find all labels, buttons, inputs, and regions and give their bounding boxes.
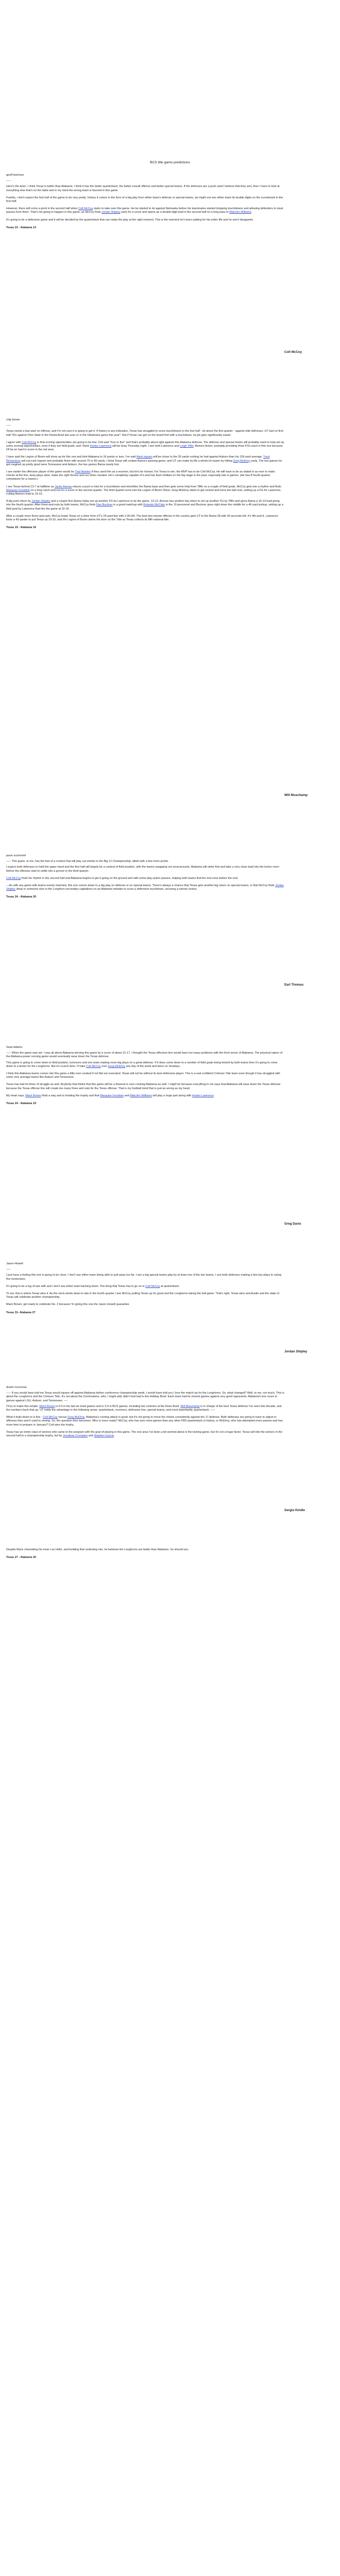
prediction-section (6, 418, 284, 533)
paragraph: Texas has had its times of struggle as well. Anybody that thinks that this game will be a blowout is over-cooking Alabama as well. I might be because everything in me says that Alabama will wear down the Texas defense because the Texas offense line will create too many three and outs for the Texas offense. That is my football mind that is just as wrong as my heart. (6, 1083, 281, 1090)
person-link-will-muschamp[interactable]: Will Muschamp (180, 1404, 200, 1408)
paragraph: Here's the deal-- I think Texas is better than Alabama. I think it has the better quarterback, the better overall offense and better special teams. If the defenses are a push (and I believe that they are), then I have to look at everything else that's on the table and in my mind the wrong team is favored in this game. (6, 185, 280, 192)
player-link-rolando-mcclain[interactable]: Rolando McClain (143, 503, 165, 507)
player-link-colt-mccoy[interactable]: Colt McCoy (43, 1416, 58, 1419)
player-link-dan-buckner[interactable]: Dan Buckner (96, 503, 113, 507)
player-link-stephen-garcia[interactable]: Stephen Garcia (94, 1434, 114, 1438)
player-link-malcolm-williams[interactable]: Malcolm Williams (130, 1094, 152, 1097)
separator: ----- This game, to me, has the feel of a contest that will play out similar to the Big 12 Championship, albeit with a few more points. (6, 860, 169, 863)
photo-caption: Greg Davis (284, 1222, 301, 1226)
separator: ----- If you would have told me Texas would square off against Alabama before conference championship week, I would have told you I love the match-up for the Longhorns. So, what changed? Well, to me, not much. This is about the Longhorns and the Crimson Tide. It's not about the Cornhuskers, who, I might add, didn't look bad in the Holiday Bowl. Each team had its closest games against very good opponents. Alabama's box score in games against LSU, Auburn, and Tennessee. ---- (6, 1392, 284, 1402)
player-photo (284, 757, 336, 791)
page-title: BCS title game predictions (150, 161, 190, 164)
score-prediction: Texas 24 - Alabama 19 (6, 1102, 37, 1106)
author-name: geoff ketchum (6, 174, 24, 177)
score-prediction: Texas 23 - Alabama 13 (6, 226, 37, 229)
player-link-mark-ingram[interactable]: Mark Ingram (136, 455, 152, 459)
player-link-hunter-lawrence[interactable]: Hunter Lawrence (90, 445, 112, 448)
paragraph: This game is going to come down to field position, turnovers and one team making more big plays on a great defense. If it does come down to a number of field goals being kicked by both teams then it's going to come down to a kicker for the Longhorns. But it's crunch time, I'll take Colt McCoy over Greg McElroy any day of the week and twice on Sundays. (6, 1061, 278, 1068)
player-link-javier-arenas[interactable]: Javier Arenas (55, 485, 72, 488)
separator: ----- When the game was set, I was all about Alabama winning this game by a score of about 21-17. I thought the Texas offensive line would have too many problems with the front seven of Alabama. The physical nature of the Alabama power running game would eventually wear down the Texas defense. (6, 1052, 283, 1059)
paragraph: Despite Mack channeling his inner Lou Holtz, and building that underdog role, he believes the Longhorns are better than Alabama. So should you. (6, 1548, 189, 1551)
player-link-colt-mccoy[interactable]: Colt McCoy (78, 207, 93, 211)
player-link-malcolm-williams[interactable]: Malcolm Williams (229, 211, 251, 214)
author-name: Sean Adams (6, 1046, 23, 1049)
author-name: jason suchomel (6, 854, 26, 857)
player-link-jonathan-crompton[interactable]: Jonathan Crompton (62, 1434, 88, 1438)
score-prediction: Texas 19 - Alabama 16 (6, 526, 37, 530)
player-link-trent-richardson[interactable]: Trent Richardson (6, 455, 270, 463)
player-link-leigh-tiffin[interactable]: Leigh Tiffin (180, 445, 194, 448)
paragraph: What it boils down to is this - Colt McCoy versus Greg McElroy. Alabama's running attack is good, but it's not going to move the chains consistently against the 17 defense. Both defenses are going to have to adjust to offenses they aren't used to seeing. So, the question then becomes: Who is more ready? McCoy, who has won more games than any other FBS quarterback in history, or McElroy, who has attempted more passes and has more time to prepare in January? Colt wins the trophy. (6, 1416, 283, 1427)
paragraph: I see earlier the offensive player of the game would be Trial Newton if they used him as a receiver, but let's be honest. For Texas to win, the MVP has to be Colt McCoy. He will have to be as elated in as ever to make checks at the line, keep plays alive, make the right throws and run when needed. He's completely capable of it and has been brilliant on the big stage in the past, especially late in games. (He has 8 fourth-quarter comebacks for a reason.) (6, 470, 275, 481)
paragraph: Texas needs a fast start on offense, and I'm not sure it is going to get it. If history is any indication, Texas has struggled to score touchdowns in the first half - let alone the first quarter - against elite defenses. UT had no first-half TDs against Ohio State in the Fiesta Bowl last year or in the Oklahoma game this year*. But if Texas can get on the board first with a touchdown, its job gets significantly easier. (6, 430, 284, 437)
photo-caption: Earl Thomas (284, 983, 304, 987)
paragraph: However, there will come a point in the second half when Colt McCoy starts to take over this game. He be started to do against Nebraska before his teammates started dropping touchdowns and allowing defenders to steal passes from them. That's not going to happen in this game, as McCoy finds Jordan Shipley early for a score and opens up a double-digit lead in the second half on a long pass to Malcolm Williams. (6, 207, 283, 214)
player-link-trial-newton[interactable]: Trial Newton (75, 470, 91, 474)
paragraph: I expect both defenses to hold the upper hand and the first half will largely be a contest of field position, with the teams swapping out several punts. Alabama will strike first and take a very close lead into the locker room before the offenses start to settle into a groove in the third quarter. (6, 866, 279, 873)
paragraph: Texas has an entire class of seniors who came to the program with the goal of playing in this game. The one area I've been a bit worried about is the kicking game, but it's not a huge factor. Texas will ride the seniors in the second half to a championship trophy, led by Jonathan Crompton and Stephen Garcia. (6, 1430, 283, 1438)
player-link-marquise-goodwin[interactable]: Marquise Goodwin (6, 488, 30, 492)
player-link-greg-mcelroy[interactable]: Greg McElroy (108, 1064, 126, 1068)
paragraph: I agree with Colt McCoy in that scoring opportunities are going to be few. Colt said "four or five" and that's probably about right against this Alabama defense. The defense and special teams will probably need to help set up some scoring opportunities, even if they are field goals, and I think Hunter Lawrence will be busy Thursday night. I see both Lawrence and Leigh Tiffin, Bama's kicker, probably providing three FGs each in this one because it'll be so hard to score in the red area. (6, 440, 284, 452)
paragraph: Mack Brown, get ready to celebrate No. 2 because I'm giving this one the Jason Howell guarantee. (6, 1303, 130, 1307)
paragraph: A big punt return by Jordan Shipley and a couple first downs helps set up another FG by Lawrence to tie the game, 13-13. Arenas has another big return to set up another FG by Tiffin and gives Bama a 16-13 lead going into the fourth quarter. After three-and-outs by both teams, McCoy finds Dan Buckner in a good matchup with Rolando McClain in the 10 personnel and Buckner goes right down the middle for a 40-yard pickup, setting up a field goal by Lawrence that ties the game at 16-16. (6, 500, 283, 511)
closing-section (6, 1548, 284, 1563)
author-name: chip brown (6, 418, 20, 421)
paragraph: I have said the Legion of Boom will show up for this one and limit Alabama to 16 points or less. I've said Mark Ingram will be closer to the 30 yards rushing he had against Auburn than his 118-yard average. Trent Richardson will out-rush Ingram and probably finish with around 75 or 80 yards. I think Texas will contain Bama's passing game, and UT can make its life a whole lot easier by hitting Greg McElroy early. The two games he got roughed up pretty good were Tennessee and Auburn, the two games Bama nearly lost. (6, 455, 282, 466)
photo-caption: Sergio Kindle (284, 1509, 305, 1512)
prediction-section (6, 174, 284, 233)
player-photo (284, 1473, 336, 1507)
person-link-mack-brown[interactable]: Mack Brown (39, 1404, 55, 1408)
paragraph: ---As with any game with teams evenly matched, this one comes down to a big play on defense or on special teams. There's always a chance that Texas gets another big return on special teams, or that McCoy finds Jordan Shipley deep or someone else in the Longhorn secondary capitalizes on an Alabama mistake to score a defensive touchdown, securing a narrow victory. (6, 884, 284, 891)
prediction-section (6, 854, 284, 903)
separator: ----- (6, 1268, 11, 1272)
score-prediction: Texas 24 - Alabama 20 (6, 895, 37, 899)
author-name: dustin mccomas (6, 1386, 27, 1389)
paragraph: I think this Alabama teams comes into this game a little over-cooked if not flat out overrated. Texas will not be without its best defensive player. This is a real confident Crimson Tide team even though it has struggled with some very average teams like Auburn and Tennessee. (6, 1072, 280, 1079)
separator: ----- (6, 179, 11, 183)
player-link-jordan-shipley[interactable]: Jordan Shipley (31, 500, 50, 503)
prediction-section (6, 1046, 284, 1109)
photo-caption: Colt McCoy (284, 350, 302, 354)
paragraph: Colt McCoy finds his rhythm in the second half and Alabama begins to get it going on the ground and with some play-action passes, helping both teams find the end zone before the end. (6, 876, 239, 880)
paragraph: After a couple more three-and-outs, McCoy leads Texas on a drive from UT's 24-yard line with 2:30 left. The best two-minute offense in the country gets UT to the Bama 28 with 30 seconds left. It's 4th-and-4. Lawrence kicks a 43-yarder to put Texas up 19-16, and the Legion of Boom slams the door on the Tide as Texas collects its fifth national title. (6, 514, 278, 522)
paragraph: My heart says, Mack Brown finds a way and is hoisting the trophy and that Marquise Goodwin and Malcolm Williams will play a huge part along with Hunter Lawrence. (6, 1094, 215, 1097)
author-name: Jason Howell (6, 1262, 23, 1265)
paragraph: It's going to be a defensive game and it will be decided by the quarterback that can make the play at the right moment. This is the moment he's been waiting for his entire life and he won't disappoint. (6, 218, 254, 222)
paragraph: I just have a feeling this one is going to be close. I don't see either team being able to pull away too far. I see a big special teams play by at least one of the two teams. I see both defenses making a few key plays to swing the momentum. (6, 1274, 281, 1281)
player-link-colt-mccoy[interactable]: Colt McCoy (21, 440, 37, 444)
prediction-section (6, 1386, 284, 1442)
player-link-mack-brown[interactable]: Mack Brown (25, 1094, 41, 1097)
prediction-section (6, 1262, 284, 1318)
player-link-jordan-shipley[interactable]: Jordan Shipley (6, 884, 284, 891)
paragraph: I'll try to make this simple. Mack Brown is 6-0 in his last six bowl games and is 3-0 in BCS games, including two victories at the Rose Bowl. Will Muschamp is in charge of the best Texas defense I've seen this decade, and the numbers back that up. UT holds the advantage in the following areas: quarterback, receivers, defensive line, special teams, and most importantly, quarterback. ----- (6, 1404, 282, 1412)
player-link-hunter-lawrence[interactable]: Hunter Lawrence (192, 1094, 214, 1097)
player-link-colt-mccoy[interactable]: Colt McCoy (145, 1284, 160, 1288)
player-link-marquise-goodwin[interactable]: Marquise Goodwin (100, 1094, 124, 1097)
score-prediction: Texas 27 - Alabama 20 (6, 1556, 37, 1560)
paragraph: It's going to be a tug of war with and I don't see either team backing down. The thing that Texas has to go on is Colt McCoy at quarterback. (6, 1284, 180, 1288)
player-link-colt-mccoy[interactable]: Colt McCoy (6, 876, 21, 880)
paragraph: I see Texas behind 13-7 at halftime as Javier Arenas returns a punt or kick for a touchdown and electrifies the Bama base and then gets some help from Tiffin on a couple of field goals. McCoy gets into a rhythm and finds Marquise Goodwin on a long catch-and-run for a score in the second quarter. The third quarter turns into the Legion of Boom Show. Greg McElroy starts to get rocked and turns the ball over, setting up a FG for Lawrence, cutting Bama's lead to 13-10. (6, 485, 281, 496)
paragraph: Frankly, I don't expect the first half of the game to be very pretty. Unless it comes in the form of a big play from either team's defense or special teams, we might not see either team hit double digits on the scoreboard in the first half. (6, 196, 283, 204)
photo-caption: Jordan Shipley (284, 1350, 308, 1353)
paragraph: To me, this is where Texas wins it. As the clock winds down to late in the fourth quarter I see McCoy putting Texas up for good and the Longhorns taking the ball game. That's right. Texas wins and Austin and the state of Texas will celebrate another championship. (6, 1292, 279, 1299)
player-photo (284, 948, 336, 982)
player-link-jordan-shipley[interactable]: Jordan Shipley (101, 211, 121, 214)
separator: ----- (6, 424, 11, 428)
player-link-greg-mcelroy[interactable]: Greg McElroy (67, 1416, 85, 1419)
player-link-greg-mcelroy[interactable]: Greg McElroy (233, 459, 251, 463)
score-prediction: Texas 31- Alabama 27 (6, 1311, 36, 1314)
player-photo (284, 1314, 336, 1348)
player-photo (284, 1186, 336, 1220)
photo-caption: Will Muschamp (284, 793, 308, 797)
player-photo (284, 315, 336, 349)
player-link-colt-mccoy[interactable]: Colt McCoy (86, 1064, 101, 1068)
